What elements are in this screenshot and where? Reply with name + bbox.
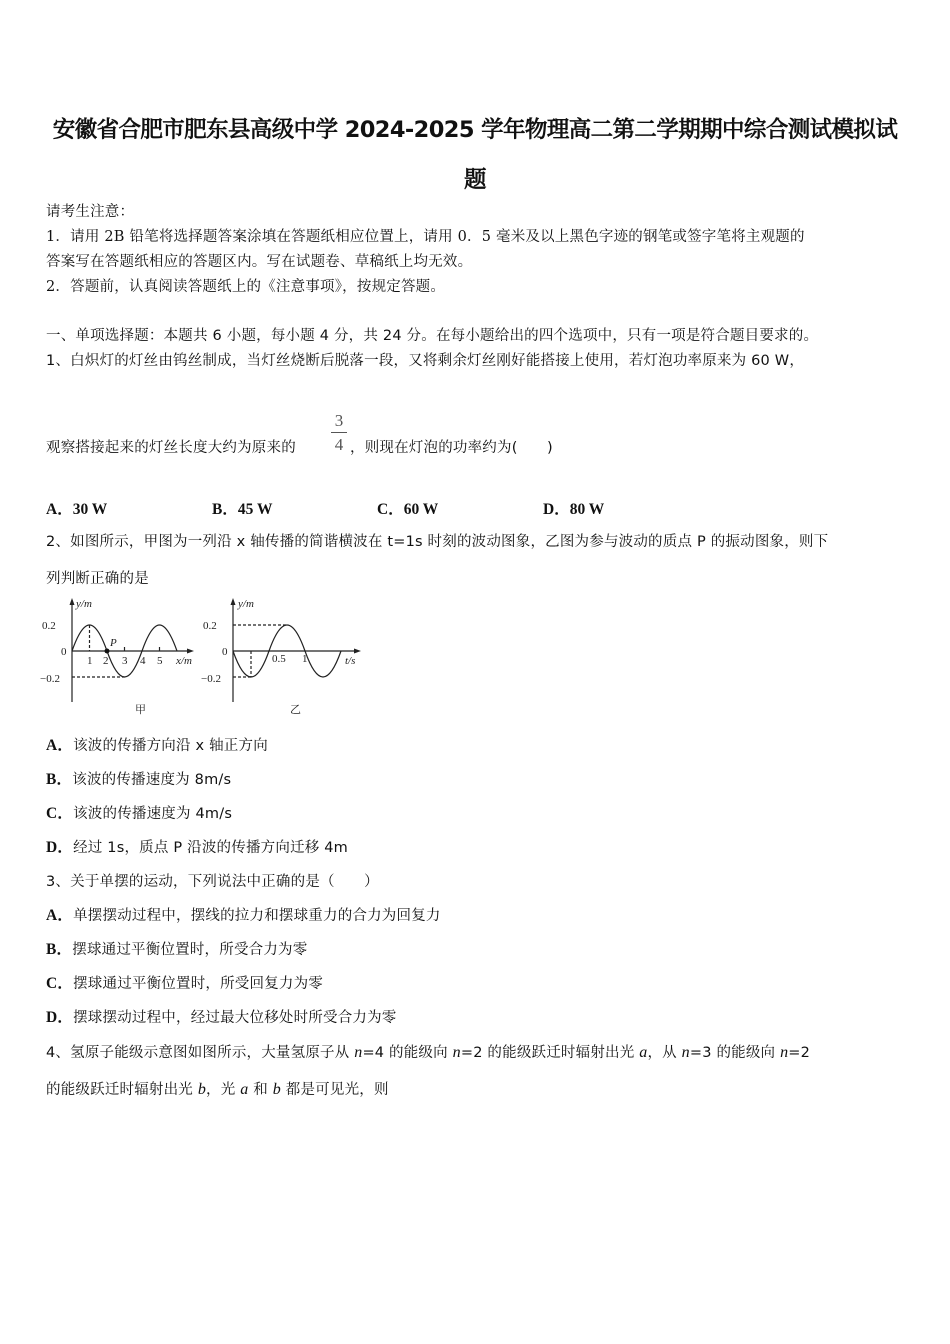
q1-stem-line1: 1、白炽灯的灯丝由钨丝制成，当灯丝烧断后脱落一段，又将剩余灯丝刚好能搭接上使用，若灯泡功率原来为 60 W， bbox=[46, 353, 805, 369]
text-run: ，从 bbox=[647, 1045, 682, 1061]
x-axis-arrow-icon bbox=[187, 649, 194, 654]
notice-item2: 2．答题前，认真阅读答题纸上的《注意事项》，按规定答题。 bbox=[46, 279, 446, 295]
x-axis-label: t/s bbox=[345, 655, 356, 667]
q1-stem-line2-before: 观察搭接起来的灯丝长度大约为原来的 bbox=[46, 440, 296, 456]
option-label: B． bbox=[212, 501, 238, 518]
option-text: 该波的传播速度为 4m/s bbox=[73, 806, 233, 822]
x-tick: 0.5 bbox=[272, 653, 286, 665]
q4-stem-line1 bbox=[46, 1043, 810, 1063]
y-axis-label: y/m bbox=[76, 598, 92, 610]
option-text: 30 W bbox=[72, 501, 108, 518]
x-tick: 4 bbox=[140, 655, 146, 667]
q2-option-a[interactable] bbox=[46, 736, 268, 756]
q1-options bbox=[46, 497, 666, 517]
option-text: 该波的传播方向沿 x 轴正方向 bbox=[73, 738, 268, 754]
variable-n: n bbox=[354, 1044, 363, 1061]
option-text: 80 W bbox=[569, 501, 605, 518]
section-heading: 一、单项选择题：本题共 6 小题，每小题 4 分，共 24 分。在每小题给出的四个选项中，只有一项是符合题目要求的。 bbox=[46, 328, 819, 344]
point-p-marker bbox=[105, 649, 110, 654]
variable-n: n bbox=[681, 1044, 690, 1061]
q2-option-d[interactable] bbox=[46, 838, 348, 858]
option-text: 60 W bbox=[403, 501, 439, 518]
option-label: A． bbox=[46, 501, 73, 518]
q1-option-b[interactable] bbox=[212, 497, 272, 519]
option-label: B． bbox=[46, 771, 73, 788]
option-label: D． bbox=[46, 1009, 74, 1026]
q3-stem: 3、关于单摆的运动，下列说法中正确的是（ ） bbox=[46, 874, 379, 890]
q2-option-b[interactable] bbox=[46, 770, 231, 790]
fraction-numerator: 3 bbox=[334, 411, 344, 430]
q4-stem-line2 bbox=[46, 1080, 389, 1100]
notice-item1-line1: 1．请用 2B 铅笔将选择题答案涂填在答题纸相应位置上，请用 0．5 毫米及以上黑色字迹的钢笔或签字笔将主观题的 bbox=[46, 229, 805, 245]
x-tick: 3 bbox=[122, 655, 128, 667]
text-run: 的能级跃迁时辐射出光 bbox=[46, 1082, 198, 1098]
option-label: C． bbox=[377, 501, 404, 518]
text-run: =2 的能级跃迁时辐射出光 bbox=[460, 1045, 640, 1061]
q1-option-a[interactable] bbox=[46, 497, 107, 519]
variable-n: n bbox=[452, 1044, 461, 1061]
y-axis-label: y/m bbox=[238, 598, 254, 610]
document-title-line1: 安徽省合肥市肥东县高级中学 2024-2025 学年物理高二第二学期期中综合测试模拟试 bbox=[52, 117, 898, 143]
q1-fraction bbox=[331, 412, 347, 454]
text-run: =2 bbox=[788, 1045, 811, 1061]
figure-yi-vibration-graph bbox=[200, 594, 370, 720]
variable-n: n bbox=[780, 1044, 789, 1061]
q3-option-c[interactable] bbox=[46, 974, 323, 994]
option-text: 摆球通过平衡位置时，所受合力为零 bbox=[72, 942, 308, 958]
variable-b: b bbox=[197, 1081, 207, 1098]
fraction-denominator: 4 bbox=[334, 435, 344, 454]
y-tick: −0.2 bbox=[201, 673, 221, 685]
y-tick: −0.2 bbox=[40, 673, 60, 685]
option-label: C． bbox=[46, 975, 74, 992]
q2-stem-line1: 2、如图所示，甲图为一列沿 x 轴传播的简谐横波在 t=1s 时刻的波动图象，乙图为参与波动的质点 P 的振动图象，则下 bbox=[46, 534, 829, 550]
option-text: 该波的传播速度为 8m/s bbox=[72, 772, 232, 788]
q2-stem-line2: 列判断正确的是 bbox=[46, 571, 149, 587]
fraction-bar bbox=[331, 432, 347, 433]
x-axis-arrow-icon bbox=[354, 649, 361, 654]
q3-option-a[interactable] bbox=[46, 906, 441, 926]
text-run: =3 的能级向 bbox=[689, 1045, 781, 1061]
variable-b: b bbox=[272, 1081, 281, 1098]
q3-option-d[interactable] bbox=[46, 1008, 397, 1028]
q1-option-c[interactable] bbox=[377, 497, 438, 519]
text-run: 和 bbox=[248, 1082, 273, 1098]
y-axis-arrow-icon bbox=[70, 598, 75, 605]
x-tick: 2 bbox=[103, 655, 109, 667]
option-text: 经过 1s，质点 P 沿波的传播方向迁移 4m bbox=[73, 840, 349, 856]
notice-heading: 请考生注意： bbox=[46, 204, 135, 220]
y-tick: 0 bbox=[61, 646, 67, 658]
q3-option-b[interactable] bbox=[46, 940, 307, 960]
x-tick: 1 bbox=[87, 655, 93, 667]
option-label: D． bbox=[543, 501, 570, 518]
x-axis-label: x/m bbox=[176, 655, 192, 667]
notice-item1-line2: 答案写在答题纸相应的答题区内。写在试题卷、草稿纸上均无效。 bbox=[46, 254, 473, 270]
x-tick: 1 bbox=[302, 653, 308, 665]
q2-option-c[interactable] bbox=[46, 804, 232, 824]
y-tick: 0 bbox=[222, 646, 228, 658]
figure-caption: 乙 bbox=[290, 703, 301, 716]
point-p-label: P bbox=[110, 637, 117, 649]
option-text: 摆球摆动过程中，经过最大位移处时所受合力为零 bbox=[73, 1010, 397, 1026]
variable-a: a bbox=[639, 1044, 648, 1061]
y-axis-arrow-icon bbox=[231, 598, 236, 605]
text-run: =4 的能级向 bbox=[362, 1045, 453, 1061]
option-text: 45 W bbox=[237, 501, 273, 518]
option-label: D． bbox=[46, 839, 74, 856]
text-run: 4、氢原子能级示意图如图所示，大量氢原子从 bbox=[46, 1045, 355, 1061]
document-title-line2: 题 bbox=[464, 167, 486, 193]
figure-jia-wave-graph bbox=[40, 594, 210, 720]
q1-option-d[interactable] bbox=[543, 497, 604, 519]
option-label: A． bbox=[46, 907, 74, 924]
option-label: A． bbox=[46, 737, 74, 754]
option-text: 摆球通过平衡位置时，所受回复力为零 bbox=[73, 976, 323, 992]
x-tick: 5 bbox=[157, 655, 163, 667]
option-label: C． bbox=[46, 805, 74, 822]
text-run: ，光 bbox=[206, 1082, 241, 1098]
figure-caption: 甲 bbox=[135, 703, 146, 716]
y-tick: 0.2 bbox=[203, 620, 217, 632]
q1-stem-line2-after: ，则现在灯泡的功率约为( ) bbox=[350, 440, 553, 456]
option-text: 单摆摆动过程中，摆线的拉力和摆球重力的合力为回复力 bbox=[73, 908, 441, 924]
variable-a: a bbox=[240, 1081, 249, 1098]
option-label: B． bbox=[46, 941, 73, 958]
text-run: 都是可见光，则 bbox=[280, 1082, 389, 1098]
y-tick: 0.2 bbox=[42, 620, 56, 632]
